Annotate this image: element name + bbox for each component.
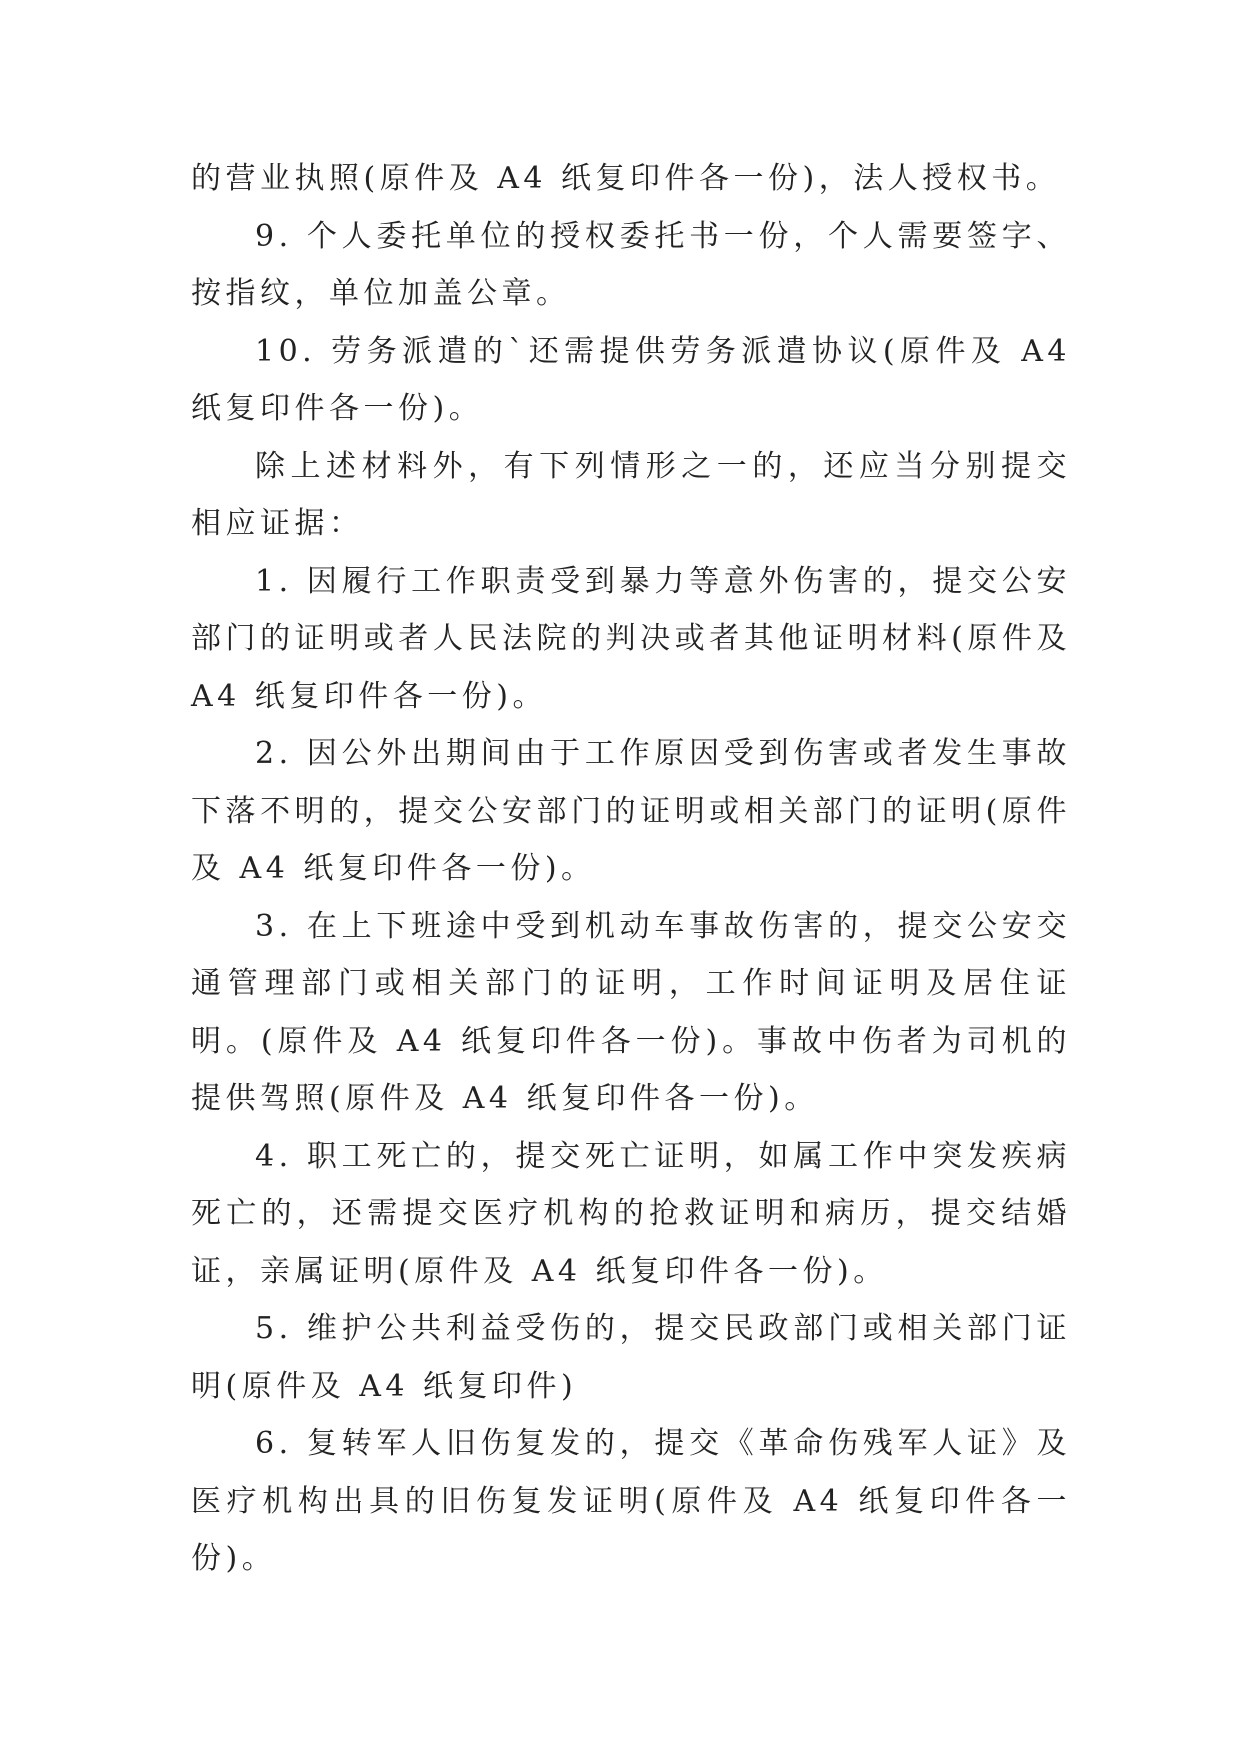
paragraph-evidence-3: 3. 在上下班途中受到机动车事故伤害的，提交公安交通管理部门或相关部门的证明，工作时间证明及居住证明。(原件及 A4 纸复印件各一份)。事故中伤者为司机的提供驾照(原件及 A4 纸复印件各一份)。 [191, 908, 1071, 1116]
paragraph-item-9: 9. 个人委托单位的授权委托书一份，个人需要签字、按指纹，单位加盖公章。 [191, 218, 1071, 311]
paragraph-evidence-5: 5. 维护公共利益受伤的，提交民政部门或相关部门证明(原件及 A4 纸复印件) [191, 1311, 1071, 1404]
paragraph-evidence-intro: 除上述材料外，有下列情形之一的，还应当分别提交相应证据： [191, 448, 1071, 541]
paragraph-continuation: 的营业执照(原件及 A4 纸复印件各一份)，法人授权书。 [191, 161, 1061, 196]
paragraph-evidence-4: 4. 职工死亡的，提交死亡证明，如属工作中突发疾病死亡的，还需提交医疗机构的抢救证明和病历，提交结婚证，亲属证明(原件及 A4 纸复印件各一份)。 [191, 1138, 1071, 1289]
paragraph-evidence-6: 6. 复转军人旧伤复发的，提交《革命伤残军人证》及医疗机构出具的旧伤复发证明(原件及 A4 纸复印件各一份)。 [191, 1426, 1071, 1576]
document-body [191, 150, 1071, 1588]
paragraph-evidence-2: 2. 因公外出期间由于工作原因受到伤害或者发生事故下落不明的，提交公安部门的证明或相关部门的证明(原件及 A4 纸复印件各一份)。 [191, 736, 1071, 886]
paragraph-evidence-1: 1. 因履行工作职责受到暴力等意外伤害的，提交公安部门的证明或者人民法院的判决或者其他证明材料(原件及 A4 纸复印件各一份)。 [191, 563, 1071, 714]
paragraph-item-10: 10. 劳务派遣的`还需提供劳务派遣协议(原件及 A4 纸复印件各一份)。 [191, 333, 1071, 426]
